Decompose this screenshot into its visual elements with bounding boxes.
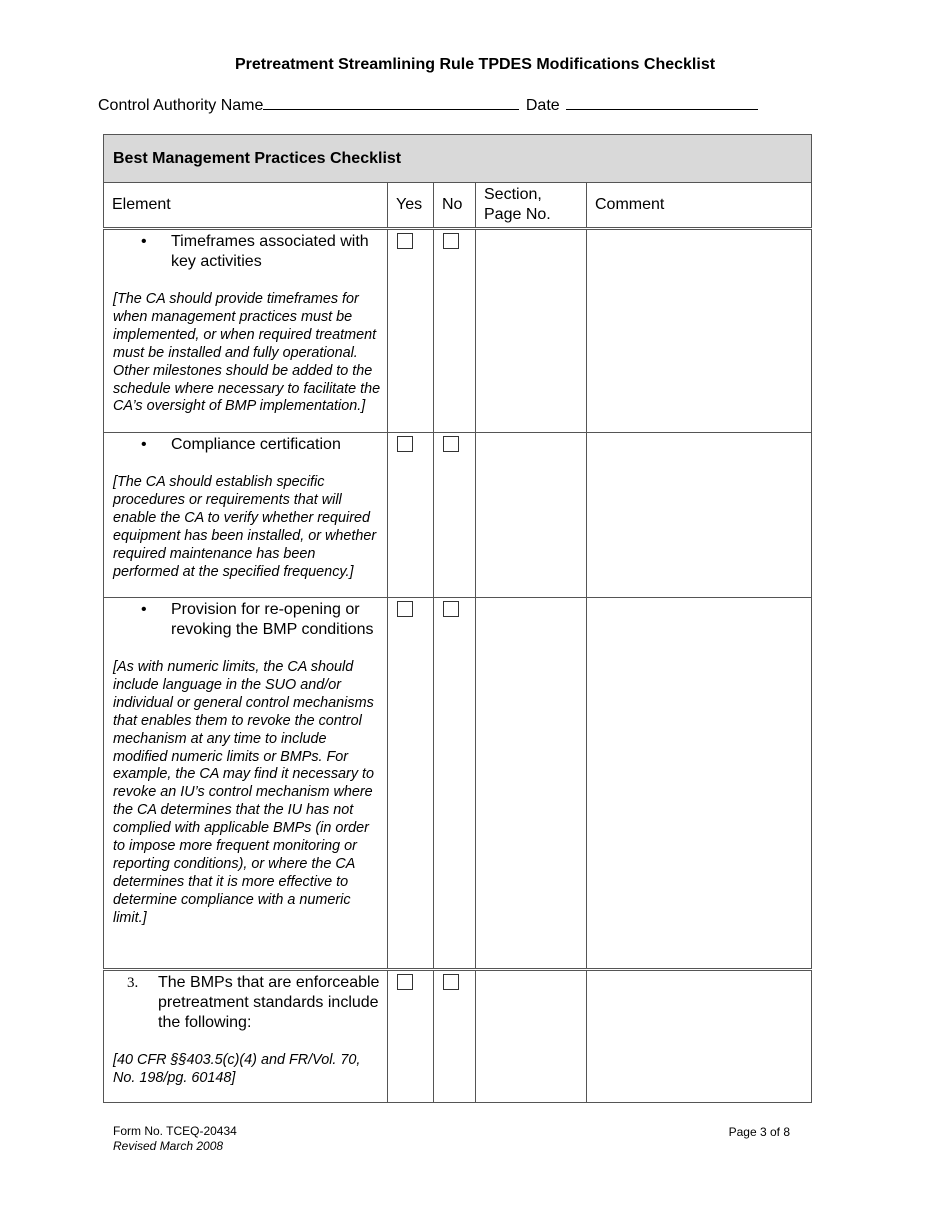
no-checkbox[interactable]: [443, 436, 459, 452]
element-cell: • Provision for re-opening or revoking the BMP conditions [As with numeric limits, the CA should include language in the SUO and/or individual or general control mechanisms that enables them to revoke the control mechanism at any time to include modified numeric limits or BMPs. For example, the CA may find it necessary to revoke an IU’s control mechanism where the CA determines that the IU has not complied with applicable BMPs (in order to impose more frequent monitoring or reporting conditions), or where the CA determines that it is more effective to determine compliance with a numeric limit.]: [104, 598, 388, 970]
yes-cell: [388, 433, 434, 598]
column-no: No: [434, 183, 476, 229]
control-authority-name-field[interactable]: [263, 95, 519, 110]
yes-checkbox[interactable]: [397, 601, 413, 617]
section-cell[interactable]: [476, 598, 587, 970]
element-note: [The CA should provide timeframes for when management practices must be implemented, or when required treatment must be installed and fully operational. Other milestones should be added to the schedule where necessary to facilitate the CA’s oversight of BMP implementation.]: [113, 291, 381, 415]
element-note: [As with numeric limits, the CA should include language in the SUO and/or individual or general control mechanisms that enables them to revoke the control mechanism at any time to include modified numeric limits or BMPs. For example, the CA may find it necessary to revoke an IU’s control mechanism where the CA determines that the IU has not complied with applicable BMPs (in order to impose more frequent monitoring or reporting conditions), or where the CA determines that it is more effective to determine compliance with a numeric limit.]: [113, 659, 375, 926]
form-number: Form No. TCEQ-20434: [113, 1124, 237, 1138]
bmp-checklist-table: [103, 134, 812, 1103]
section-cell[interactable]: [476, 433, 587, 598]
element-cell: 3. The BMPs that are enforceable pretreatment standards include the following: [40 CFR §§403.5(c)(4) and FR/Vol. 70, No. 198/pg. 60148]: [104, 970, 388, 1103]
no-cell: [434, 229, 476, 433]
date-field[interactable]: [566, 95, 758, 110]
column-section: Section, Page No.: [476, 183, 587, 229]
column-comment: Comment: [587, 183, 812, 229]
comment-cell[interactable]: [587, 970, 812, 1103]
column-header-row: [104, 183, 812, 229]
date-label: Date: [525, 97, 560, 114]
table-row: [104, 229, 812, 433]
comment-cell[interactable]: [587, 229, 812, 433]
section-cell[interactable]: [476, 229, 587, 433]
yes-cell: [388, 970, 434, 1103]
column-yes: Yes: [388, 183, 434, 229]
yes-cell: [388, 229, 434, 433]
no-cell: [434, 433, 476, 598]
comment-cell[interactable]: [587, 598, 812, 970]
yes-checkbox[interactable]: [397, 436, 413, 452]
table-row: [104, 970, 812, 1103]
table-row: [104, 598, 812, 970]
no-checkbox[interactable]: [443, 233, 459, 249]
column-element: Element: [104, 183, 388, 229]
element-note: [The CA should establish specific procedures or requirements that will enable the CA to verify whether required equipment has been installed, or whether required maintenance has been performed at the specified frequency.]: [113, 474, 377, 580]
element-cell: • Timeframes associated with key activities [The CA should provide timeframes for when management practices must be implemented, or when required treatment must be installed and fully operational. Other milestones should be added to the schedule where necessary to facilitate the CA’s oversight of BMP implementation.]: [104, 229, 388, 433]
page-number: Page 3 of 8: [728, 1125, 790, 1139]
comment-cell[interactable]: [587, 433, 812, 598]
no-checkbox[interactable]: [443, 601, 459, 617]
yes-checkbox[interactable]: [397, 974, 413, 990]
control-authority-line: [98, 95, 758, 115]
table-header: Best Management Practices Checklist: [104, 135, 812, 183]
no-cell: [434, 598, 476, 970]
table-row: [104, 433, 812, 598]
page-title: Pretreatment Streamlining Rule TPDES Modifications Checklist: [234, 56, 716, 73]
no-checkbox[interactable]: [443, 974, 459, 990]
form-info: [113, 1124, 237, 1154]
section-cell[interactable]: [476, 970, 587, 1103]
revision-date: Revised March 2008: [113, 1139, 224, 1153]
yes-checkbox[interactable]: [397, 233, 413, 249]
element-cell: • Compliance certification [The CA should establish specific procedures or requirements that will enable the CA to verify whether required equipment has been installed, or whether required maintenance has been performed at the specified frequency.]: [104, 433, 388, 598]
control-authority-label: Control Authority Name: [98, 97, 264, 114]
element-note: [40 CFR §§403.5(c)(4) and FR/Vol. 70, No. 198/pg. 60148]: [113, 1052, 361, 1086]
no-cell: [434, 970, 476, 1103]
yes-cell: [388, 598, 434, 970]
